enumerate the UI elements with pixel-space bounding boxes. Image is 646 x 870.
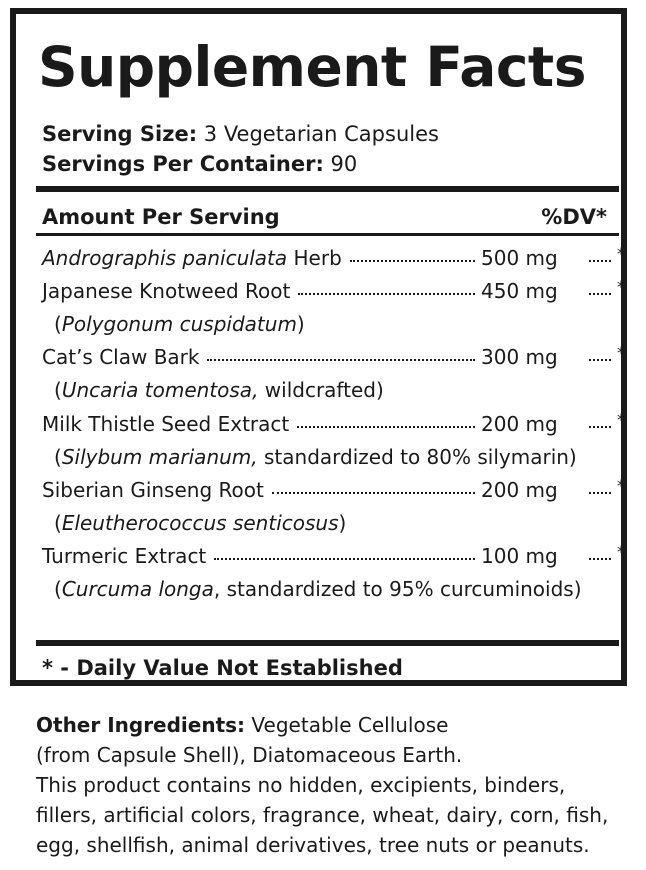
serving-size-label: Serving Size:	[42, 122, 198, 146]
disclaimer-line: This product contains no hidden, excipients, binders,	[36, 773, 566, 797]
dot-leader	[589, 260, 611, 262]
dot-leader	[589, 426, 611, 428]
amount-per-serving-header: Amount Per Serving	[42, 205, 280, 229]
ingredient-name: Siberian Ginseng Root	[42, 478, 264, 502]
ingredient-row	[42, 478, 627, 508]
ingredient-amount: 500 mg	[481, 246, 558, 270]
ingredient-name: Turmeric Extract	[42, 544, 207, 568]
disclaimer-line: fillers, artificial colors, fragrance, wheat, dairy, corn, fish,	[36, 803, 609, 827]
ingredient-source: (Silybum marianum, standardized to 80% silymarin)	[54, 445, 577, 469]
ingredient-dv: *	[617, 277, 625, 296]
ingredient-row	[42, 544, 627, 574]
other-ingredients-line: Other Ingredients: Vegetable Cellulose	[36, 713, 449, 737]
daily-value-footnote: * - Daily Value Not Established	[42, 656, 403, 680]
dot-leader	[207, 359, 475, 361]
ingredient-source: (Eleutherococcus senticosus)	[54, 511, 347, 535]
other-ingredients-line: (from Capsule Shell), Diatomaceous Earth.	[36, 743, 463, 767]
ingredient-amount: 450 mg	[481, 279, 558, 303]
ingredient-amount: 300 mg	[481, 345, 558, 369]
ingredient-row	[42, 412, 627, 442]
ingredient-amount: 200 mg	[481, 412, 558, 436]
ingredient-dv: *	[617, 410, 625, 429]
dv-header: %DV*	[541, 205, 607, 229]
dot-leader	[214, 558, 475, 560]
ingredient-dv: *	[617, 343, 625, 362]
dot-leader	[589, 492, 611, 494]
ingredient-name: Japanese Knotweed Root	[42, 279, 291, 303]
ingredient-source: (Curcuma longa, standardized to 95% curcuminoids)	[54, 577, 582, 601]
servings-per-container-label: Servings Per Container:	[42, 152, 324, 176]
dot-leader	[272, 492, 475, 494]
ingredient-amount: 200 mg	[481, 478, 558, 502]
other-ingredients	[36, 710, 626, 860]
dot-leader	[297, 426, 475, 428]
dot-leader	[350, 260, 475, 262]
ingredient-row	[42, 345, 627, 375]
ingredient-name: Andrographis paniculata Herb	[42, 246, 342, 270]
ingredient-dv: *	[617, 542, 625, 561]
ingredient-name: Cat’s Claw Bark	[42, 345, 200, 369]
ingredient-dv: *	[617, 476, 625, 495]
dot-leader	[589, 359, 611, 361]
ingredient-source: (Uncaria tomentosa, wildcrafted)	[54, 378, 384, 402]
dot-leader	[589, 558, 611, 560]
ingredient-amount: 100 mg	[481, 544, 558, 568]
serving-size-value: 3 Vegetarian Capsules	[203, 122, 439, 146]
divider-thin	[36, 233, 619, 236]
divider-thick	[36, 640, 619, 646]
dot-leader	[589, 293, 611, 295]
ingredient-source: (Polygonum cuspidatum)	[54, 312, 305, 336]
ingredient-name: Milk Thistle Seed Extract	[42, 412, 290, 436]
servings-per-container	[42, 152, 357, 176]
dot-leader	[298, 293, 475, 295]
supplement-facts-panel	[10, 8, 627, 686]
ingredient-dv: *	[617, 244, 625, 263]
ingredient-row	[42, 246, 627, 276]
ingredient-row	[42, 279, 627, 309]
other-ingredients-label: Other Ingredients:	[36, 713, 246, 737]
serving-size	[42, 122, 439, 146]
servings-per-container-value: 90	[330, 152, 358, 176]
disclaimer-line: egg, shellfish, animal derivatives, tree nuts or peanuts.	[36, 833, 590, 857]
panel-title: Supplement Facts	[38, 35, 586, 99]
divider-thick	[36, 186, 619, 192]
